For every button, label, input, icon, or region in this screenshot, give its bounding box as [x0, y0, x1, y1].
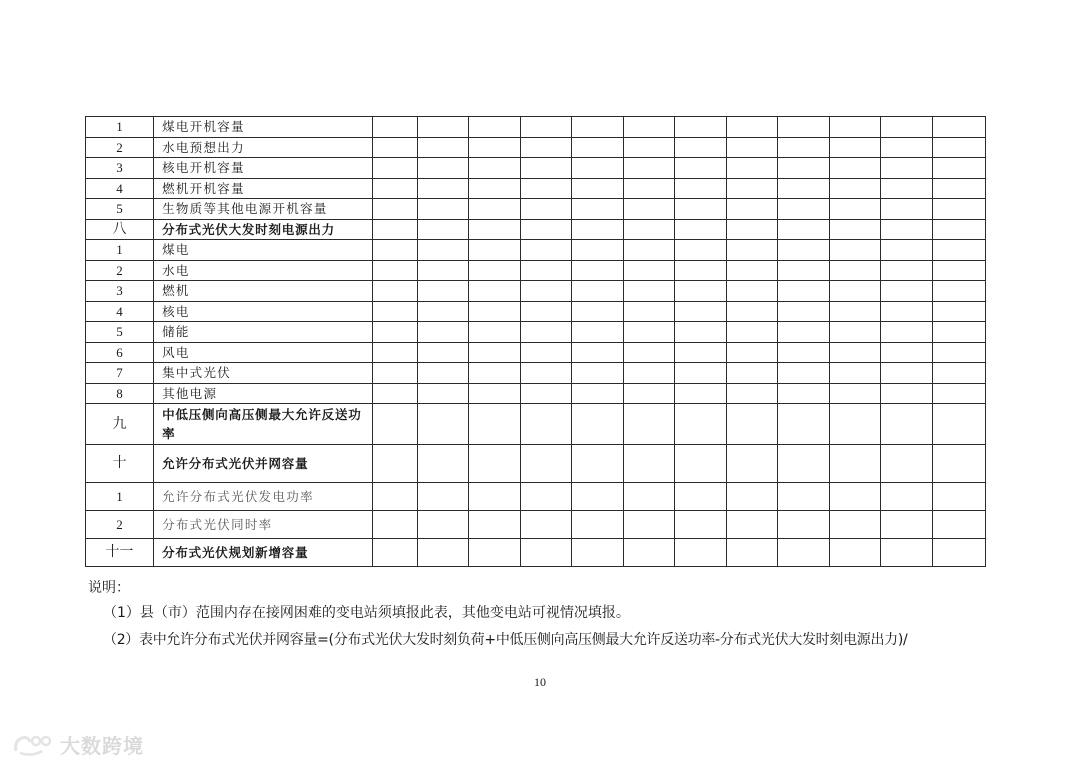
empty-cell — [373, 137, 418, 158]
empty-cell — [521, 117, 572, 138]
empty-cell — [373, 383, 418, 404]
empty-cell — [469, 240, 521, 261]
table-row — [86, 240, 986, 261]
row-number: 7 — [86, 363, 154, 384]
empty-cell — [829, 158, 880, 179]
empty-cell — [880, 158, 932, 179]
empty-cell — [777, 137, 829, 158]
empty-cell — [829, 342, 880, 363]
table-row — [86, 539, 986, 567]
row-number: 1 — [86, 240, 154, 261]
row-number: 2 — [86, 511, 154, 539]
empty-cell — [623, 539, 674, 567]
empty-cell — [623, 117, 674, 138]
empty-cell — [726, 539, 777, 567]
row-number: 5 — [86, 322, 154, 343]
empty-cell — [469, 511, 521, 539]
empty-cell — [572, 363, 623, 384]
row-number: 2 — [86, 137, 154, 158]
empty-cell — [623, 342, 674, 363]
empty-cell — [469, 383, 521, 404]
empty-cell — [418, 117, 469, 138]
table-row — [86, 178, 986, 199]
empty-cell — [829, 178, 880, 199]
empty-cell — [418, 342, 469, 363]
empty-cell — [572, 445, 623, 483]
table-row — [86, 342, 986, 363]
empty-cell — [880, 260, 932, 281]
row-item: 风电 — [154, 342, 373, 363]
empty-cell — [726, 158, 777, 179]
empty-cell — [777, 158, 829, 179]
empty-cell — [777, 342, 829, 363]
empty-cell — [829, 404, 880, 445]
empty-cell — [469, 539, 521, 567]
empty-cell — [572, 117, 623, 138]
empty-cell — [572, 342, 623, 363]
empty-cell — [418, 137, 469, 158]
row-item: 水电 — [154, 260, 373, 281]
empty-cell — [829, 219, 880, 240]
empty-cell — [829, 281, 880, 302]
row-item: 中低压侧向高压侧最大允许反送功率 — [154, 404, 373, 445]
empty-cell — [623, 301, 674, 322]
empty-cell — [829, 511, 880, 539]
empty-cell — [521, 199, 572, 220]
empty-cell — [674, 219, 726, 240]
row-item: 燃机开机容量 — [154, 178, 373, 199]
empty-cell — [777, 383, 829, 404]
empty-cell — [469, 178, 521, 199]
empty-cell — [623, 281, 674, 302]
empty-cell — [932, 260, 985, 281]
empty-cell — [726, 137, 777, 158]
empty-cell — [932, 342, 985, 363]
row-number: 十一 — [86, 539, 154, 567]
empty-cell — [674, 117, 726, 138]
row-number: 2 — [86, 260, 154, 281]
row-number: 1 — [86, 483, 154, 511]
row-item: 集中式光伏 — [154, 363, 373, 384]
empty-cell — [777, 117, 829, 138]
empty-cell — [623, 445, 674, 483]
empty-cell — [418, 199, 469, 220]
note-item: （2）表中允许分布式光伏并网容量=(分布式光伏大发时刻负荷+中低压侧向高压侧最大允许反送功率-分布式光伏大发时刻电源出力)/ — [103, 632, 908, 648]
empty-cell — [829, 445, 880, 483]
empty-cell — [572, 260, 623, 281]
empty-cell — [521, 445, 572, 483]
row-number: 十 — [86, 445, 154, 483]
table-row — [86, 511, 986, 539]
empty-cell — [521, 260, 572, 281]
empty-cell — [623, 322, 674, 343]
empty-cell — [373, 404, 418, 445]
empty-cell — [829, 137, 880, 158]
empty-cell — [777, 301, 829, 322]
empty-cell — [521, 539, 572, 567]
empty-cell — [373, 199, 418, 220]
empty-cell — [674, 322, 726, 343]
empty-cell — [418, 511, 469, 539]
empty-cell — [726, 199, 777, 220]
empty-cell — [726, 301, 777, 322]
empty-cell — [829, 383, 880, 404]
empty-cell — [572, 137, 623, 158]
empty-cell — [932, 539, 985, 567]
empty-cell — [726, 404, 777, 445]
table-row — [86, 281, 986, 302]
empty-cell — [880, 404, 932, 445]
empty-cell — [880, 301, 932, 322]
empty-cell — [726, 281, 777, 302]
empty-cell — [880, 445, 932, 483]
empty-cell — [829, 301, 880, 322]
row-item: 水电预想出力 — [154, 137, 373, 158]
empty-cell — [623, 483, 674, 511]
empty-cell — [777, 539, 829, 567]
row-number: 4 — [86, 301, 154, 322]
empty-cell — [880, 137, 932, 158]
empty-cell — [932, 178, 985, 199]
empty-cell — [777, 511, 829, 539]
empty-cell — [521, 511, 572, 539]
empty-cell — [572, 404, 623, 445]
empty-cell — [674, 137, 726, 158]
empty-cell — [932, 404, 985, 445]
empty-cell — [521, 404, 572, 445]
empty-cell — [777, 281, 829, 302]
empty-cell — [726, 117, 777, 138]
empty-cell — [932, 219, 985, 240]
empty-cell — [373, 445, 418, 483]
empty-cell — [674, 539, 726, 567]
empty-cell — [932, 445, 985, 483]
empty-cell — [623, 404, 674, 445]
empty-cell — [469, 219, 521, 240]
empty-cell — [674, 342, 726, 363]
empty-cell — [880, 219, 932, 240]
table-row — [86, 445, 986, 483]
empty-cell — [521, 137, 572, 158]
empty-cell — [932, 117, 985, 138]
empty-cell — [829, 363, 880, 384]
table-row — [86, 322, 986, 343]
row-item: 分布式光伏同时率 — [154, 511, 373, 539]
empty-cell — [572, 383, 623, 404]
table-row — [86, 260, 986, 281]
empty-cell — [521, 219, 572, 240]
empty-cell — [469, 260, 521, 281]
brand-logo-icon — [12, 733, 56, 757]
empty-cell — [674, 301, 726, 322]
empty-cell — [777, 445, 829, 483]
empty-cell — [880, 363, 932, 384]
row-item: 其他电源 — [154, 383, 373, 404]
empty-cell — [373, 219, 418, 240]
empty-cell — [572, 281, 623, 302]
empty-cell — [829, 483, 880, 511]
empty-cell — [932, 240, 985, 261]
empty-cell — [726, 219, 777, 240]
empty-cell — [418, 404, 469, 445]
row-number: 3 — [86, 281, 154, 302]
row-number: 1 — [86, 117, 154, 138]
empty-cell — [469, 363, 521, 384]
empty-cell — [623, 511, 674, 539]
empty-cell — [880, 511, 932, 539]
empty-cell — [674, 178, 726, 199]
table-row — [86, 301, 986, 322]
empty-cell — [469, 483, 521, 511]
empty-cell — [829, 260, 880, 281]
empty-cell — [880, 322, 932, 343]
empty-cell — [880, 342, 932, 363]
empty-cell — [726, 260, 777, 281]
empty-cell — [521, 240, 572, 261]
empty-cell — [674, 363, 726, 384]
empty-cell — [572, 301, 623, 322]
row-item: 允许分布式光伏发电功率 — [154, 483, 373, 511]
page-number: 10 — [534, 675, 546, 689]
row-item: 煤电 — [154, 240, 373, 261]
empty-cell — [880, 199, 932, 220]
row-number: 4 — [86, 178, 154, 199]
table-row — [86, 117, 986, 138]
empty-cell — [932, 137, 985, 158]
empty-cell — [777, 219, 829, 240]
row-item: 煤电开机容量 — [154, 117, 373, 138]
empty-cell — [674, 445, 726, 483]
watermark — [12, 730, 144, 759]
empty-cell — [373, 240, 418, 261]
empty-cell — [623, 260, 674, 281]
empty-cell — [418, 301, 469, 322]
empty-cell — [521, 483, 572, 511]
empty-cell — [521, 342, 572, 363]
table-row — [86, 483, 986, 511]
empty-cell — [726, 511, 777, 539]
empty-cell — [674, 404, 726, 445]
empty-cell — [418, 260, 469, 281]
empty-cell — [932, 363, 985, 384]
empty-cell — [726, 342, 777, 363]
empty-cell — [373, 158, 418, 179]
empty-cell — [418, 483, 469, 511]
notes-title: 说明： — [88, 580, 130, 596]
table-row — [86, 199, 986, 220]
row-item: 储能 — [154, 322, 373, 343]
empty-cell — [373, 301, 418, 322]
empty-cell — [572, 240, 623, 261]
row-item: 分布式光伏大发时刻电源出力 — [154, 219, 373, 240]
empty-cell — [418, 363, 469, 384]
empty-cell — [880, 117, 932, 138]
empty-cell — [880, 539, 932, 567]
empty-cell — [932, 281, 985, 302]
empty-cell — [418, 178, 469, 199]
empty-cell — [726, 445, 777, 483]
row-item: 分布式光伏规划新增容量 — [154, 539, 373, 567]
empty-cell — [932, 301, 985, 322]
empty-cell — [932, 511, 985, 539]
empty-cell — [572, 511, 623, 539]
empty-cell — [373, 281, 418, 302]
empty-cell — [418, 158, 469, 179]
table-row — [86, 137, 986, 158]
empty-cell — [777, 240, 829, 261]
empty-cell — [674, 240, 726, 261]
empty-cell — [418, 383, 469, 404]
empty-cell — [572, 199, 623, 220]
empty-cell — [469, 322, 521, 343]
empty-cell — [373, 342, 418, 363]
empty-cell — [880, 178, 932, 199]
empty-cell — [726, 240, 777, 261]
table-row — [86, 383, 986, 404]
empty-cell — [674, 383, 726, 404]
empty-cell — [373, 322, 418, 343]
empty-cell — [469, 199, 521, 220]
note-item: （1）县（市）范围内存在接网困难的变电站须填报此表，其他变电站可视情况填报。 — [103, 605, 630, 621]
row-number: 5 — [86, 199, 154, 220]
empty-cell — [521, 158, 572, 179]
row-number: 6 — [86, 342, 154, 363]
empty-cell — [777, 363, 829, 384]
row-number: 8 — [86, 383, 154, 404]
empty-cell — [829, 240, 880, 261]
data-table — [85, 116, 986, 567]
empty-cell — [521, 322, 572, 343]
empty-cell — [726, 483, 777, 511]
empty-cell — [829, 539, 880, 567]
empty-cell — [674, 199, 726, 220]
empty-cell — [726, 383, 777, 404]
empty-cell — [880, 383, 932, 404]
empty-cell — [373, 511, 418, 539]
empty-cell — [469, 404, 521, 445]
empty-cell — [623, 178, 674, 199]
empty-cell — [469, 137, 521, 158]
empty-cell — [418, 281, 469, 302]
empty-cell — [623, 383, 674, 404]
empty-cell — [829, 322, 880, 343]
empty-cell — [469, 281, 521, 302]
watermark-text: 大数跨境 — [60, 734, 144, 758]
empty-cell — [726, 322, 777, 343]
empty-cell — [674, 260, 726, 281]
empty-cell — [572, 483, 623, 511]
empty-cell — [373, 363, 418, 384]
empty-cell — [932, 483, 985, 511]
empty-cell — [777, 178, 829, 199]
empty-cell — [932, 199, 985, 220]
empty-cell — [418, 445, 469, 483]
empty-cell — [932, 322, 985, 343]
empty-cell — [373, 483, 418, 511]
row-item: 生物质等其他电源开机容量 — [154, 199, 373, 220]
empty-cell — [469, 445, 521, 483]
empty-cell — [469, 301, 521, 322]
empty-cell — [880, 483, 932, 511]
empty-cell — [572, 158, 623, 179]
empty-cell — [674, 158, 726, 179]
empty-cell — [623, 137, 674, 158]
empty-cell — [469, 342, 521, 363]
empty-cell — [777, 483, 829, 511]
empty-cell — [623, 240, 674, 261]
empty-cell — [418, 539, 469, 567]
empty-cell — [726, 363, 777, 384]
table-row — [86, 404, 986, 445]
empty-cell — [880, 281, 932, 302]
empty-cell — [418, 322, 469, 343]
empty-cell — [674, 483, 726, 511]
row-item: 核电开机容量 — [154, 158, 373, 179]
empty-cell — [521, 301, 572, 322]
empty-cell — [418, 219, 469, 240]
empty-cell — [777, 322, 829, 343]
table-row — [86, 219, 986, 240]
empty-cell — [373, 539, 418, 567]
empty-cell — [829, 199, 880, 220]
empty-cell — [932, 158, 985, 179]
row-item: 燃机 — [154, 281, 373, 302]
row-item: 允许分布式光伏并网容量 — [154, 445, 373, 483]
empty-cell — [829, 117, 880, 138]
empty-cell — [418, 240, 469, 261]
empty-cell — [521, 383, 572, 404]
empty-cell — [880, 240, 932, 261]
empty-cell — [469, 158, 521, 179]
empty-cell — [777, 199, 829, 220]
empty-cell — [674, 511, 726, 539]
empty-cell — [623, 219, 674, 240]
empty-cell — [521, 281, 572, 302]
empty-cell — [674, 281, 726, 302]
empty-cell — [623, 199, 674, 220]
empty-cell — [726, 178, 777, 199]
empty-cell — [623, 363, 674, 384]
empty-cell — [777, 260, 829, 281]
row-number: 3 — [86, 158, 154, 179]
row-number: 九 — [86, 404, 154, 445]
table-row — [86, 363, 986, 384]
empty-cell — [777, 404, 829, 445]
empty-cell — [572, 219, 623, 240]
row-item: 核电 — [154, 301, 373, 322]
empty-cell — [572, 322, 623, 343]
empty-cell — [373, 260, 418, 281]
empty-cell — [521, 363, 572, 384]
empty-cell — [572, 539, 623, 567]
table-row — [86, 158, 986, 179]
row-number: 八 — [86, 219, 154, 240]
empty-cell — [572, 178, 623, 199]
empty-cell — [932, 383, 985, 404]
empty-cell — [469, 117, 521, 138]
empty-cell — [623, 158, 674, 179]
empty-cell — [521, 178, 572, 199]
empty-cell — [373, 117, 418, 138]
empty-cell — [373, 178, 418, 199]
